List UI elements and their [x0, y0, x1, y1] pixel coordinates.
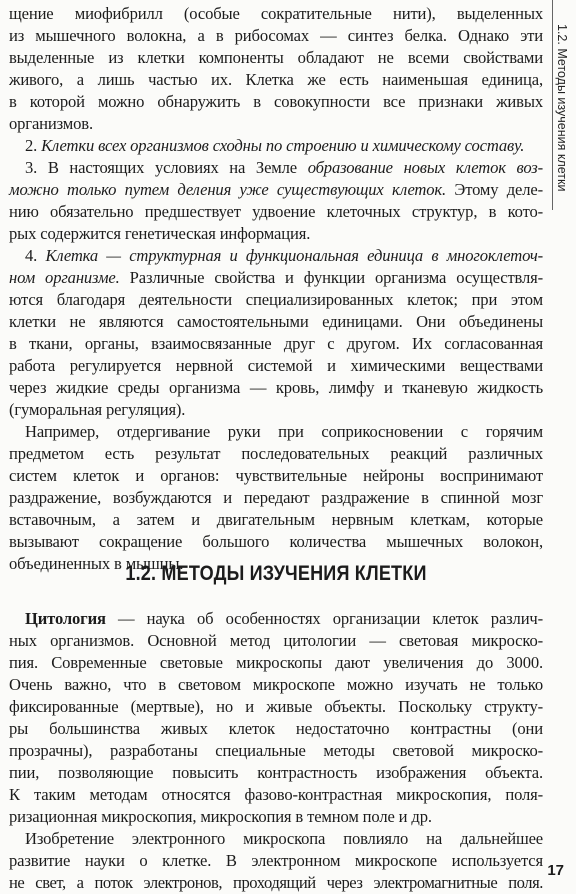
text-line: пии, позволяющие повысить контрастность изображения объекта.: [9, 763, 543, 782]
text-line: в которой можно обнаружить в совокупности все признаки живых: [9, 92, 543, 111]
text-line: систем клеток и органов: чувствительные нейроны воспринимают: [9, 466, 543, 485]
text-line: объединенных в мышцы.: [9, 554, 184, 573]
text-line: щение миофибрилл (особые сократительные нити), выделенных: [9, 4, 543, 23]
text-run: Различные свойства и функции организма осуществля-: [119, 268, 544, 287]
text-line: Изобретение электронного микроскопа повлияло на дальнейшее: [25, 829, 543, 848]
bold-term: Цитология: [25, 609, 106, 628]
text-line: в ткани, органы, взаимосвязанные друг с другом. Их согласованная: [9, 334, 543, 353]
italic-statement: образование новых клеток воз-: [307, 158, 543, 177]
text-line: ры большинства живых клеток недостаточно контрастны (они: [9, 719, 543, 738]
page-number: 17: [547, 862, 564, 879]
text-line: рых содержится генетическая информация.: [9, 224, 311, 243]
text-line: выделенные из клетки компоненты обладают не всеми свойствами: [9, 48, 543, 67]
text-line: раздражение, возбуждаются и передают раздражение в спинной мозг: [9, 488, 543, 507]
list-number: 2.: [25, 136, 42, 155]
text-line: пия. Современные световые микроскопы дают увеличения до 3000.: [9, 653, 543, 672]
text-line: организмов.: [9, 114, 93, 133]
running-head-text: 1.2. Методы изучения клетки: [555, 24, 569, 192]
section-heading: 1.2. МЕТОДЫ ИЗУЧЕНИЯ КЛЕТКИ: [125, 562, 427, 585]
text-line: К таким методам относятся фазово-контрастная микроскопия, поля-: [9, 785, 543, 804]
italic-statement: можно только путем деления уже существующих клеток.: [9, 180, 447, 199]
text-line: ризационная микроскопия, микроскопия в темном поле и др.: [9, 807, 432, 826]
text-line: вставочным, а затем и двигательным нервным клеткам, которые: [9, 510, 543, 529]
text-line: из мышечного волокна, а в рибосомах — синтез белка. Однако эти: [9, 26, 543, 45]
italic-statement: Клетка — структурная и функциональная единица в многоклеточ-: [45, 246, 543, 265]
text-line: [25, 608, 543, 630]
text-line: развитие науки о клетке. В электронном микроскопе используется: [9, 851, 543, 870]
list-number: 4.: [25, 246, 46, 265]
text-line: не свет, а поток электронов, проходящий через электромагнитные поля.: [9, 873, 543, 892]
text-line: живого, а лишь частью их. Клетка же есть наименьшая единица,: [9, 70, 543, 89]
section-two: [9, 0, 543, 893]
text-line: Например, отдергивание руки при соприкосновении с горячим: [25, 422, 543, 441]
text-line: нию обязательно предшествует удвоение клеточных структур, в кото-: [9, 202, 543, 221]
italic-statement: ном организме.: [9, 268, 120, 287]
italic-statement: Клетки всех организмов сходны по строению и химическому составу.: [41, 136, 525, 155]
text-line: предметом есть результат последовательных реакций различных: [9, 444, 543, 463]
text-line: работа регулируется нервной системой и химическими веществами: [9, 356, 543, 375]
text-run: Этому деле-: [446, 180, 543, 199]
text-run: 3. В настоящих условиях на Земле: [25, 158, 308, 177]
text-run: — наука об особенностях организации клеток различ-: [105, 609, 543, 628]
text-line: прозрачны), разработаны специальные методы световой микроско-: [9, 741, 543, 760]
text-line: Очень важно, что в световом микроскопе можно изучать не только: [9, 675, 543, 694]
text-line: клетки не являются самостоятельными единицами. Они объединены: [9, 312, 543, 331]
text-line: через жидкие среды организма — кровь, лимфу и тканевую жидкость: [9, 378, 543, 397]
text-line: фиксированные (мертвые), но и живые объекты. Поскольку структу-: [9, 697, 543, 716]
running-head: [551, 8, 573, 208]
text-line: вызывают сокращение большого количества мышечных волокон,: [9, 532, 543, 551]
text-line: (гуморальная регуляция).: [9, 400, 186, 419]
text-line: ных организмов. Основной метод цитологии — световая микроско-: [9, 631, 543, 650]
text-line: ются благодаря деятельности специализированных клеток; при этом: [9, 290, 543, 309]
